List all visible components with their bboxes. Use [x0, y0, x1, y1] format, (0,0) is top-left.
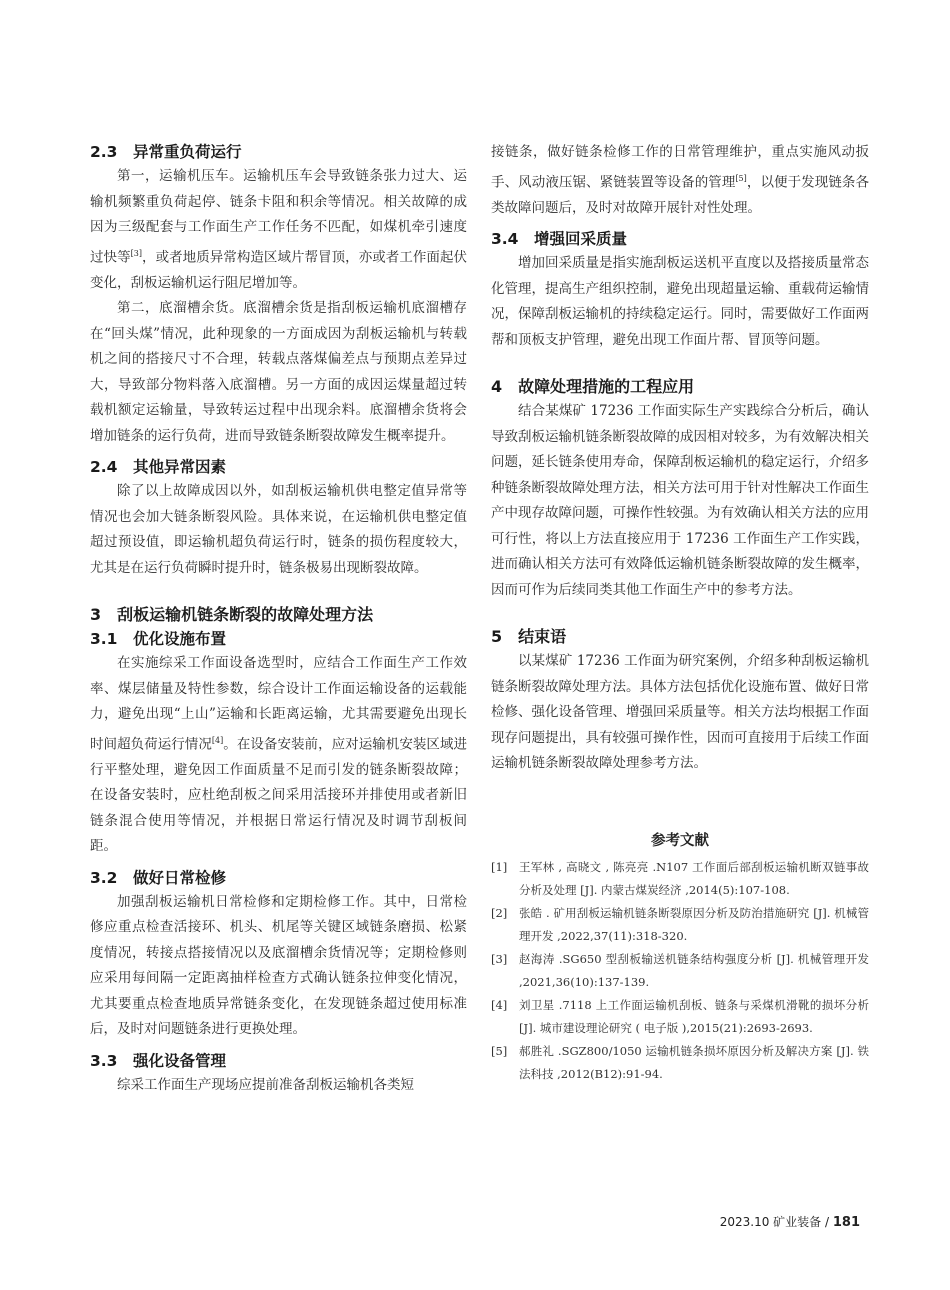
- section-2-3-paragraph-2: 第二，底溜槽余货。底溜槽余货是指刮板运输机底溜槽存在“回头煤”情况，此种现象的一方面成因为刮板运输机与转载机之间的搭接尺寸不合理，转载点落煤偏差点与预期点差异过大，导致部分物料落入底溜槽。另一方面的成因运煤量超过转载机额定运输量，导致转运过程中出现余料。底溜槽余货将会增加链条的运行负荷，进而导致链条断裂故障发生概率提升。: [90, 300, 467, 444]
- references-list: [491, 856, 869, 1086]
- page-footer: [720, 1213, 860, 1230]
- journal-info: 2023.10 矿业装备 /: [719, 1215, 830, 1229]
- section-2-4-paragraph: 除了以上故障成因以外，如刮板运输机供电整定值异常等情况也会加大链条断裂风险。具体来说，在运输机供电整定值超过预设值，即运输机超负荷运行时，链条的损伤程度较大，尤其是在运行负荷瞬时提升时，链条极易出现断裂故障。: [90, 483, 467, 576]
- section-5-paragraph: 以某煤矿 17236 工作面为研究案例，介绍多种刮板运输机链条断裂故障处理方法。具体方法包括优化设施布置、做好日常检修、强化设备管理、增强回采质量等。相关方法均根据工作面现存问题提出，具有较强可操作性，因而可直接用于后续工作面运输机链条断裂故障处理参考方法。: [491, 653, 869, 771]
- section-2-3-paragraph-1: 第一，运输机压车。运输机压车会导致链条张力过大、运输机频繁重负荷起停、链条卡阻和积余等情况。相关故障的成因为三级配套与工作面生产工作任务不匹配，如煤机牵引速度过快等[3]，或者地质异常构造区域片帮冒顶，亦或者工作面起伏变化，刮板运输机运行阻尼增加等。: [90, 168, 468, 291]
- section-2-3-heading: 2.3 异常重负荷运行: [90, 143, 242, 161]
- left-column: [90, 140, 467, 1098]
- right-column: [491, 140, 869, 1086]
- reference-item: [3] 赵海涛 .SG650 型刮板输送机链条结构强度分析 [J]. 机械管理开发 ,2021,36(10):137-139.: [491, 951, 869, 989]
- references-heading: 参考文献: [651, 831, 709, 849]
- citation-5: [5]: [735, 173, 747, 183]
- section-3-4-paragraph: 增加回采质量是指实施刮板运送机平直度以及搭接质量常态化管理，提高生产组织控制，避免出现超量运输、重载荷运输情况，保障刮板运输机的持续稳定运行。同时，需要做好工作面两帮和顶板支护管理，避免出现工作面片帮、冒顶等问题。: [491, 255, 869, 348]
- section-5-heading: 5 结束语: [491, 627, 567, 646]
- citation-3: [3]: [130, 248, 142, 258]
- section-3-1-paragraph: 在实施综采工作面设备选型时，应结合工作面生产工作效率、煤层储量及特性参数，综合设计工作面运输设备的运载能力，避免出现“上山”运输和长距离运输，尤其需要避免出现长时间超负荷运行情况[4]。在设备安装前，应对运输机安装区域进行平整处理，避免因工作面质量不足而引发的链条断裂故障；在设备安装时，应杜绝刮板之间采用活接环并排使用或者新旧链条混合使用等情况，并根据日常运行情况及时调节刮板间距。: [90, 655, 468, 854]
- section-3-4-heading: 3.4 增强回采质量: [491, 230, 627, 248]
- section-3-2-heading: 3.2 做好日常检修: [90, 868, 226, 887]
- section-3-1-heading: 3.1 优化设施布置: [90, 630, 226, 648]
- reference-item: [2] 张皓 . 矿用刮板运输机链条断裂原因分析及防治措施研究 [J]. 机械管理开发 ,2022,37(11):318-320.: [491, 905, 869, 943]
- section-3-2-paragraph: 加强刮板运输机日常检修和定期检修工作。其中，日常检修应重点检查活接环、机头、机尾等关键区域链条磨损、松紧度情况，转接点搭接情况以及底溜槽余货情况等；定期检修则应采用每间隔一定距离抽样检查方式确认链条拉伸变化情况，尤其要重点检查地质异常链条变化，在发现链条超过使用标准后，及时对问题链条进行更换处理。: [90, 893, 467, 1037]
- section-3-heading: 3 刮板运输机链条断裂的故障处理方法: [90, 605, 374, 624]
- section-3-3-continued: 接链条，做好链条检修工作的日常管理维护，重点实施风动扳手、风动液压锯、紧链装置等设备的管理[5]，以便于发现链条各类故障问题后，及时对故障开展针对性处理。: [491, 144, 869, 216]
- reference-item: [5] 郝胜礼 .SGZ800/1050 运输机链条损坏原因分析及解决方案 [J]. 铁法科技 ,2012(B12):91-94.: [491, 1043, 869, 1081]
- page-number: 181: [832, 1215, 860, 1230]
- section-2-4-heading: 2.4 其他异常因素: [90, 458, 226, 476]
- section-3-3-heading: 3.3 强化设备管理: [90, 1051, 226, 1070]
- section-3-3-paragraph: 综采工作面生产现场应提前准备刮板运输机各类短: [117, 1076, 414, 1093]
- section-4-heading: 4 故障处理措施的工程应用: [491, 377, 695, 396]
- reference-item: [4] 刘卫星 .7118 上工作面运输机刮板、链条与采煤机滑靴的损坏分析 [J]. 城市建设理论研究 ( 电子版 ),2015(21):2693-2693.: [491, 997, 869, 1035]
- citation-4: [4]: [211, 735, 224, 745]
- section-4-paragraph: 结合某煤矿 17236 工作面实际生产实践综合分析后，确认导致刮板运输机链条断裂故障的成因相对较多，为有效解决相关问题，延长链条使用寿命，保障刮板运输机的稳定运行，介绍多种链条断裂故障处理方法，相关方法可用于针对性解决工作面生产中现存故障问题，可操作性较强。为有效确认相关方法的应用可行性，将以上方法直接应用于 17236 工作面生产工作实践，进而确认相关方法可有效降低运输机链条断裂故障的发生概率，因而可作为后续同类其他工作面生产中的参考方法。: [491, 403, 869, 598]
- reference-item: [1] 王军林 , 高晓文 , 陈亮亮 .N107 工作面后部刮板运输机断双链事故分析及处理 [J]. 内蒙古煤炭经济 ,2014(5):107-108.: [491, 859, 869, 897]
